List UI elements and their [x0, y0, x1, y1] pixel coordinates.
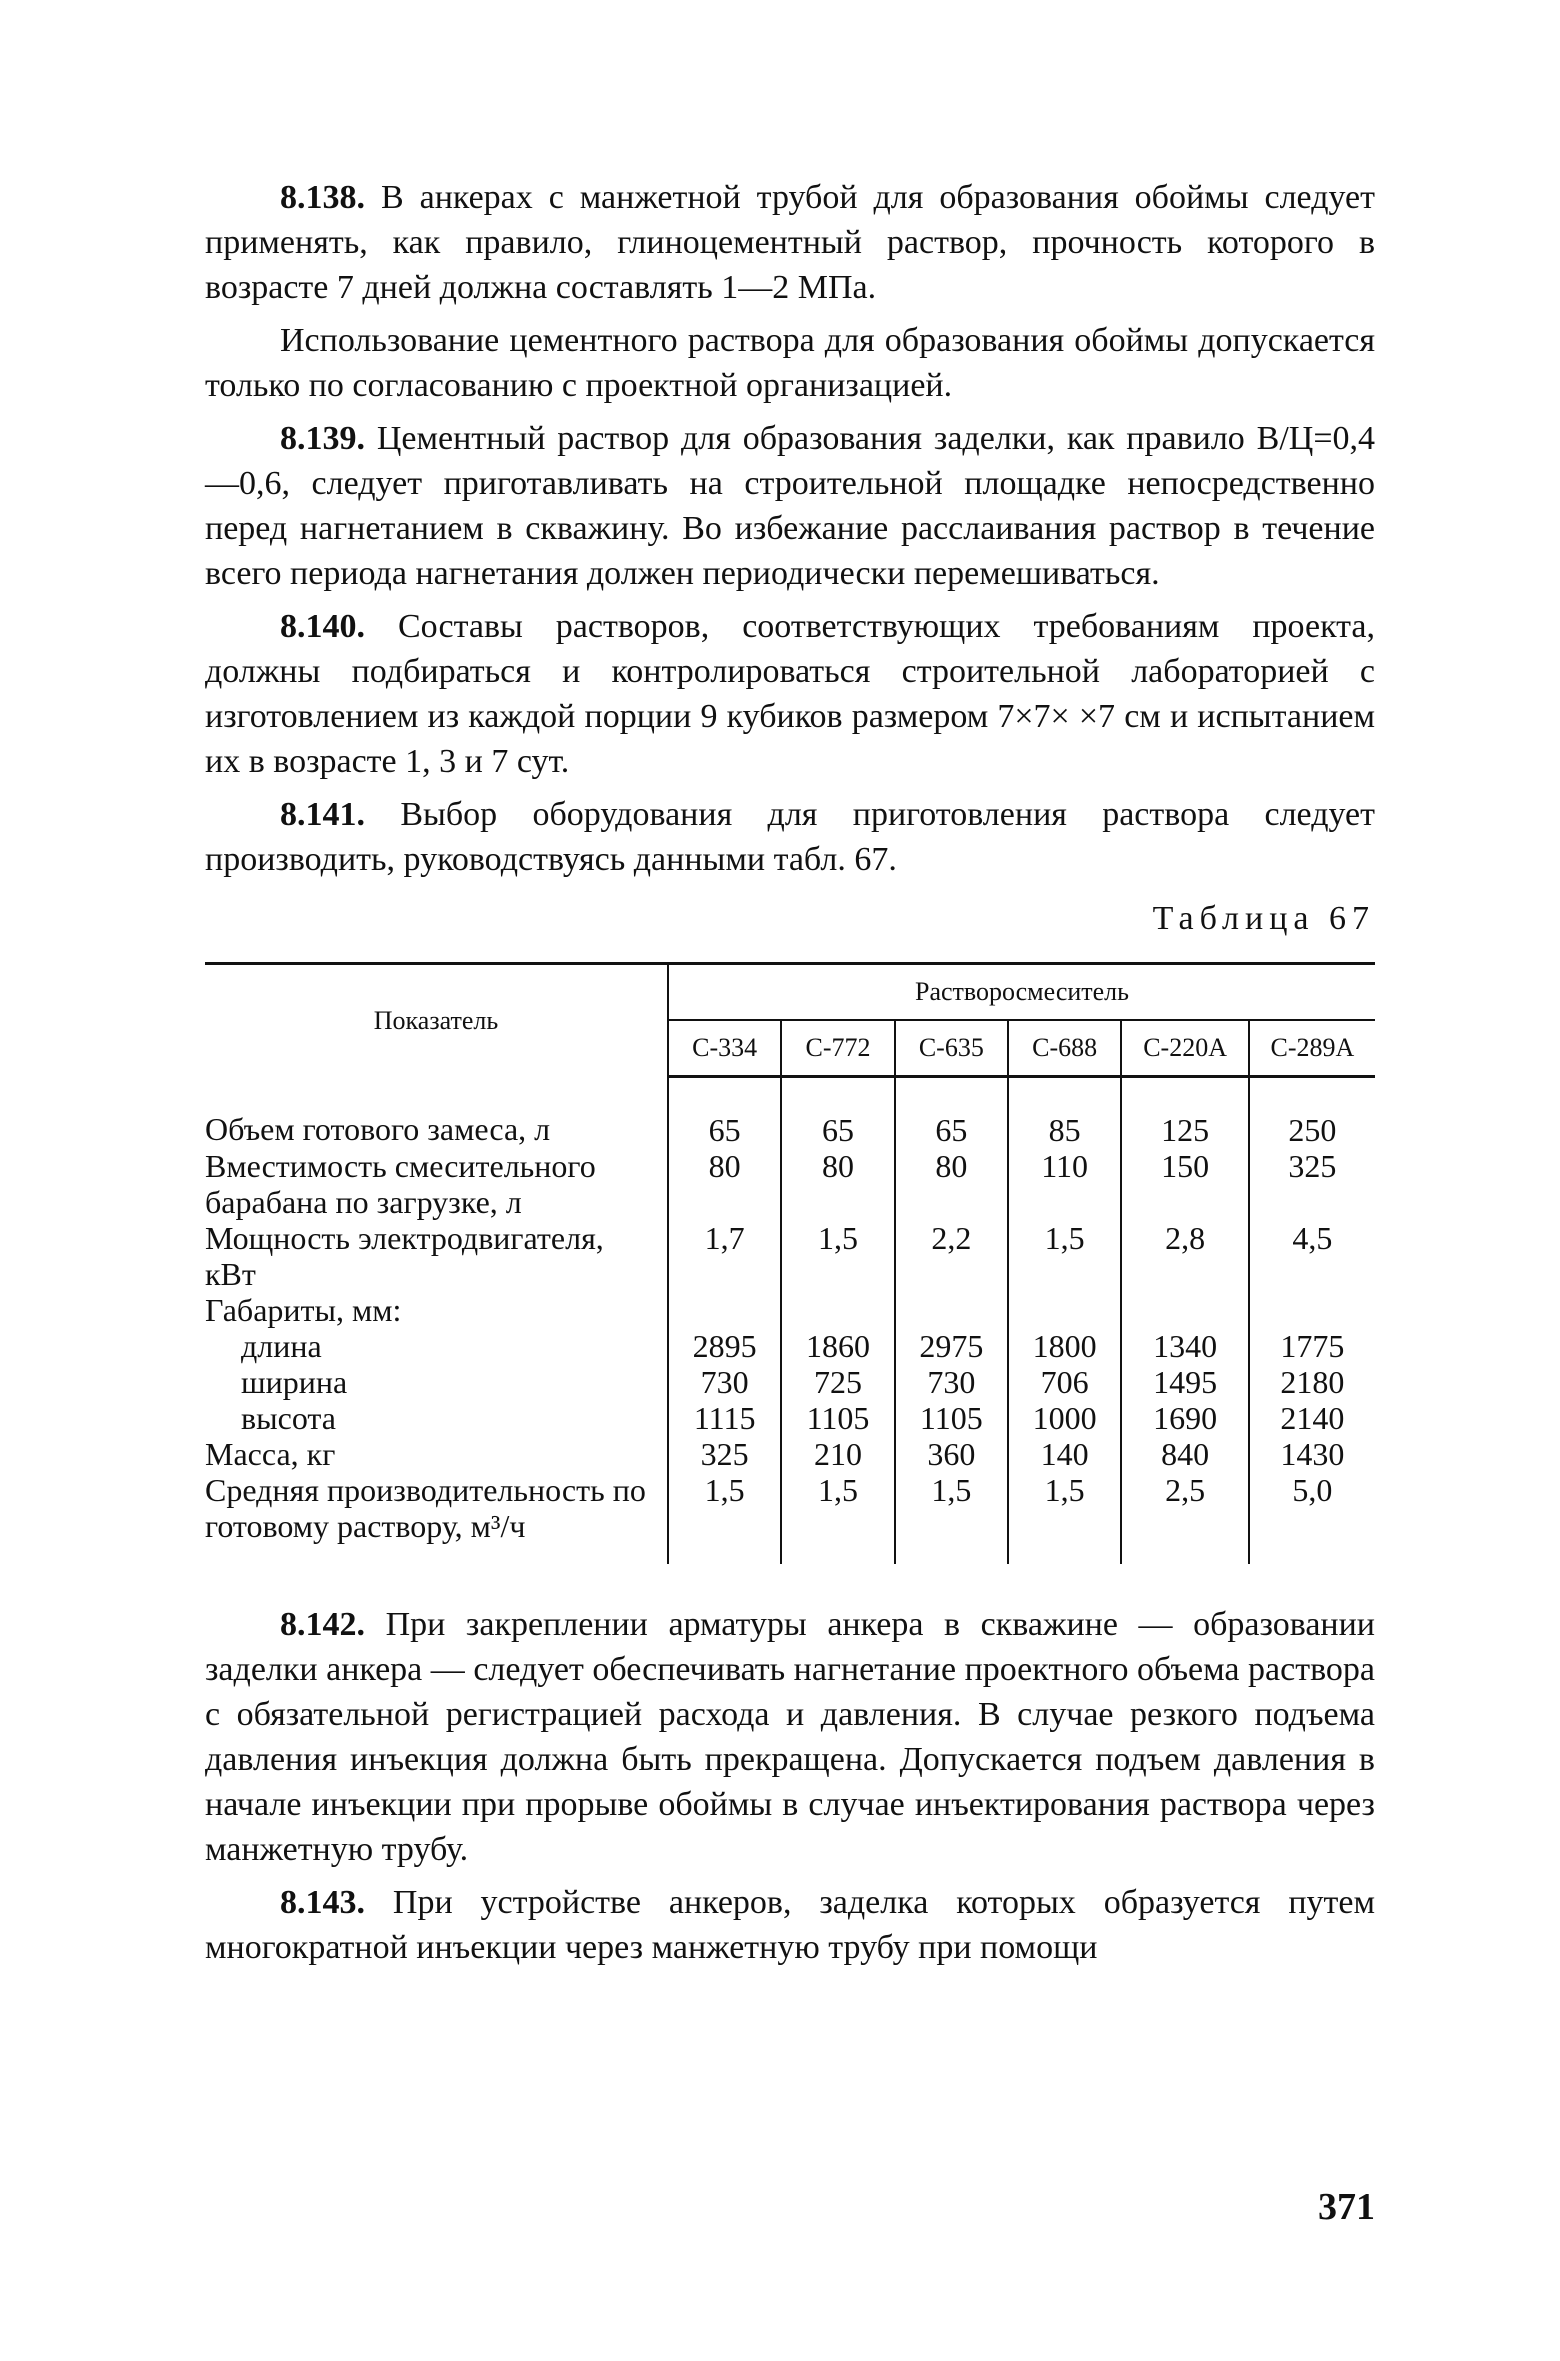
- paragraph-text: При устройстве анкеров, заделка которых образуется путем многократной инъекции через манжетную трубу при помощи: [205, 1884, 1375, 1966]
- clause-number: 8.139.: [280, 420, 365, 457]
- row-label: высота: [241, 1400, 336, 1436]
- table-cell: 1,5: [1008, 1220, 1121, 1292]
- column-header: С-220А: [1121, 1020, 1249, 1077]
- column-header: С-289А: [1249, 1020, 1375, 1077]
- paragraph-text: Выбор оборудования для приготовления раствора следует производить, руководствуясь данными табл. 67.: [205, 796, 1375, 878]
- clause-number: 8.138.: [280, 179, 365, 216]
- paragraph-text: Цементный раствор для образования заделки, как правило В/Ц=0,4—0,6, следует приготавливать на строительной площадке непосредственно перед нагнетанием в скважину. Во избежание расслаивания раствор в течение всего периода нагнетания должен периодически перемешиваться.: [205, 420, 1376, 592]
- table-cell: 1,5: [781, 1472, 894, 1564]
- table-cell: 360: [895, 1436, 1008, 1472]
- table-cell: [1008, 1292, 1121, 1328]
- table-cell: 325: [668, 1436, 781, 1472]
- table-cell: 706: [1008, 1364, 1121, 1400]
- table-cell: 140: [1008, 1436, 1121, 1472]
- table-cell: 2,2: [895, 1220, 1008, 1292]
- paragraph-text: В анкерах с манжетной трубой для образования обоймы следует применять, как правило, глиноцементный раствор, прочность которого в возрасте 7 дней должна составлять 1—2 МПа.: [205, 179, 1375, 306]
- equipment-table: [205, 962, 1375, 1564]
- table-cell: [668, 1292, 781, 1328]
- table-cell: 2895: [668, 1328, 781, 1364]
- table-cell: 1000: [1008, 1400, 1121, 1436]
- clause-number: 8.143.: [280, 1884, 365, 1921]
- column-header: С-772: [781, 1020, 894, 1077]
- table-cell: 1,5: [781, 1220, 894, 1292]
- row-label: Вместимость смесительного барабана по загрузке, л: [205, 1148, 596, 1220]
- clause-number: 8.140.: [280, 608, 365, 645]
- clause-number: 8.142.: [280, 1606, 365, 1643]
- table-row: [205, 1436, 1375, 1472]
- top-paragraphs: [205, 175, 1375, 882]
- table-cell: 1115: [668, 1400, 781, 1436]
- column-header: С-635: [895, 1020, 1008, 1077]
- table-cell: 125: [1121, 1077, 1249, 1149]
- table-cell: 80: [668, 1148, 781, 1220]
- table-row: [205, 1364, 1375, 1400]
- table-cell: 2180: [1249, 1364, 1375, 1400]
- table-cell: 840: [1121, 1436, 1249, 1472]
- table-cell: 1105: [895, 1400, 1008, 1436]
- table-row: [205, 1472, 1375, 1564]
- table-cell: 65: [668, 1077, 781, 1149]
- paragraph: [205, 792, 1375, 882]
- table-row: [205, 1077, 1375, 1149]
- table-cell: 1860: [781, 1328, 894, 1364]
- bottom-paragraphs: [205, 1602, 1375, 1970]
- table-cell: 1,5: [895, 1472, 1008, 1564]
- page-content: [205, 175, 1375, 1978]
- table-cell: 85: [1008, 1077, 1121, 1149]
- clause-number: 8.141.: [280, 796, 365, 833]
- table-cell: 210: [781, 1436, 894, 1472]
- row-label: Средняя производительность по готовому раствору, м³/ч: [205, 1472, 646, 1544]
- paragraph: [205, 1880, 1375, 1970]
- table-cell: [781, 1292, 894, 1328]
- table-cell: [1249, 1292, 1375, 1328]
- table-cell: 65: [781, 1077, 894, 1149]
- table-cell: 80: [781, 1148, 894, 1220]
- table-cell: 1105: [781, 1400, 894, 1436]
- table-row: [205, 1400, 1375, 1436]
- table-row: [205, 1292, 1375, 1328]
- table-cell: 2140: [1249, 1400, 1375, 1436]
- row-label: Габариты, мм:: [205, 1292, 402, 1328]
- table-cell: 4,5: [1249, 1220, 1375, 1292]
- table-cell: 725: [781, 1364, 894, 1400]
- row-label: ширина: [241, 1364, 348, 1400]
- paragraph: [205, 416, 1375, 596]
- table-cell: 1,7: [668, 1220, 781, 1292]
- header-group: Растворосмеситель: [668, 964, 1375, 1021]
- table-cell: 110: [1008, 1148, 1121, 1220]
- table-cell: [1121, 1292, 1249, 1328]
- paragraph: [205, 175, 1375, 310]
- column-header: С-334: [668, 1020, 781, 1077]
- table-cell: 150: [1121, 1148, 1249, 1220]
- table-cell: 1,5: [1008, 1472, 1121, 1564]
- paragraph: [205, 604, 1375, 784]
- table-row: [205, 1220, 1375, 1292]
- table-row: [205, 1328, 1375, 1364]
- table-cell: 730: [895, 1364, 1008, 1400]
- table-cell: 325: [1249, 1148, 1375, 1220]
- table-cell: 1495: [1121, 1364, 1249, 1400]
- paragraph-text: Использование цементного раствора для образования обоймы допускается только по согласованию с проектной организацией.: [205, 322, 1375, 404]
- table-cell: 5,0: [1249, 1472, 1375, 1564]
- table-row: [205, 1148, 1375, 1220]
- table-cell: 65: [895, 1077, 1008, 1149]
- table-cell: [895, 1292, 1008, 1328]
- table-body: [205, 1077, 1375, 1565]
- row-label: длина: [241, 1328, 322, 1364]
- table-cell: 1775: [1249, 1328, 1375, 1364]
- table-cell: 1,5: [668, 1472, 781, 1564]
- table-cell: 1690: [1121, 1400, 1249, 1436]
- paragraph-text: Составы растворов, соответствующих требованиям проекта, должны подбираться и контролироваться строительной лабораторией с изготовлением из каждой порции 9 кубиков размером 7×7× ×7 см и испытанием их в возрасте 1, 3 и 7 сут.: [205, 608, 1376, 780]
- table-cell: 250: [1249, 1077, 1375, 1149]
- table-cell: 1340: [1121, 1328, 1249, 1364]
- paragraph: [205, 1602, 1375, 1872]
- paragraph-text: При закреплении арматуры анкера в скважине — образовании заделки анкера — следует обеспечивать нагнетание проектного объема раствора с обязательной регистрацией расхода и давления. В случае резкого подъема давления инъекция должна быть прекращена. Допускается подъем давления в начале инъекции при прорыве обоймы в случае инъектирования раствора через манжетную трубу.: [205, 1606, 1376, 1868]
- table-caption: Таблица 67: [1152, 900, 1375, 937]
- table-cell: 2,8: [1121, 1220, 1249, 1292]
- table-cell: 2975: [895, 1328, 1008, 1364]
- table-cell: 80: [895, 1148, 1008, 1220]
- table-cell: 1430: [1249, 1436, 1375, 1472]
- paragraph: [205, 318, 1375, 408]
- page-number: 371: [1318, 2186, 1375, 2228]
- header-indicator: Показатель: [205, 964, 668, 1077]
- row-label: Масса, кг: [205, 1436, 336, 1472]
- row-label: Объем готового замеса, л: [205, 1110, 551, 1147]
- table-cell: 2,5: [1121, 1472, 1249, 1564]
- column-header: С-688: [1008, 1020, 1121, 1077]
- table-cell: 730: [668, 1364, 781, 1400]
- row-label: Мощность электродвигателя, кВт: [205, 1220, 604, 1292]
- table-cell: 1800: [1008, 1328, 1121, 1364]
